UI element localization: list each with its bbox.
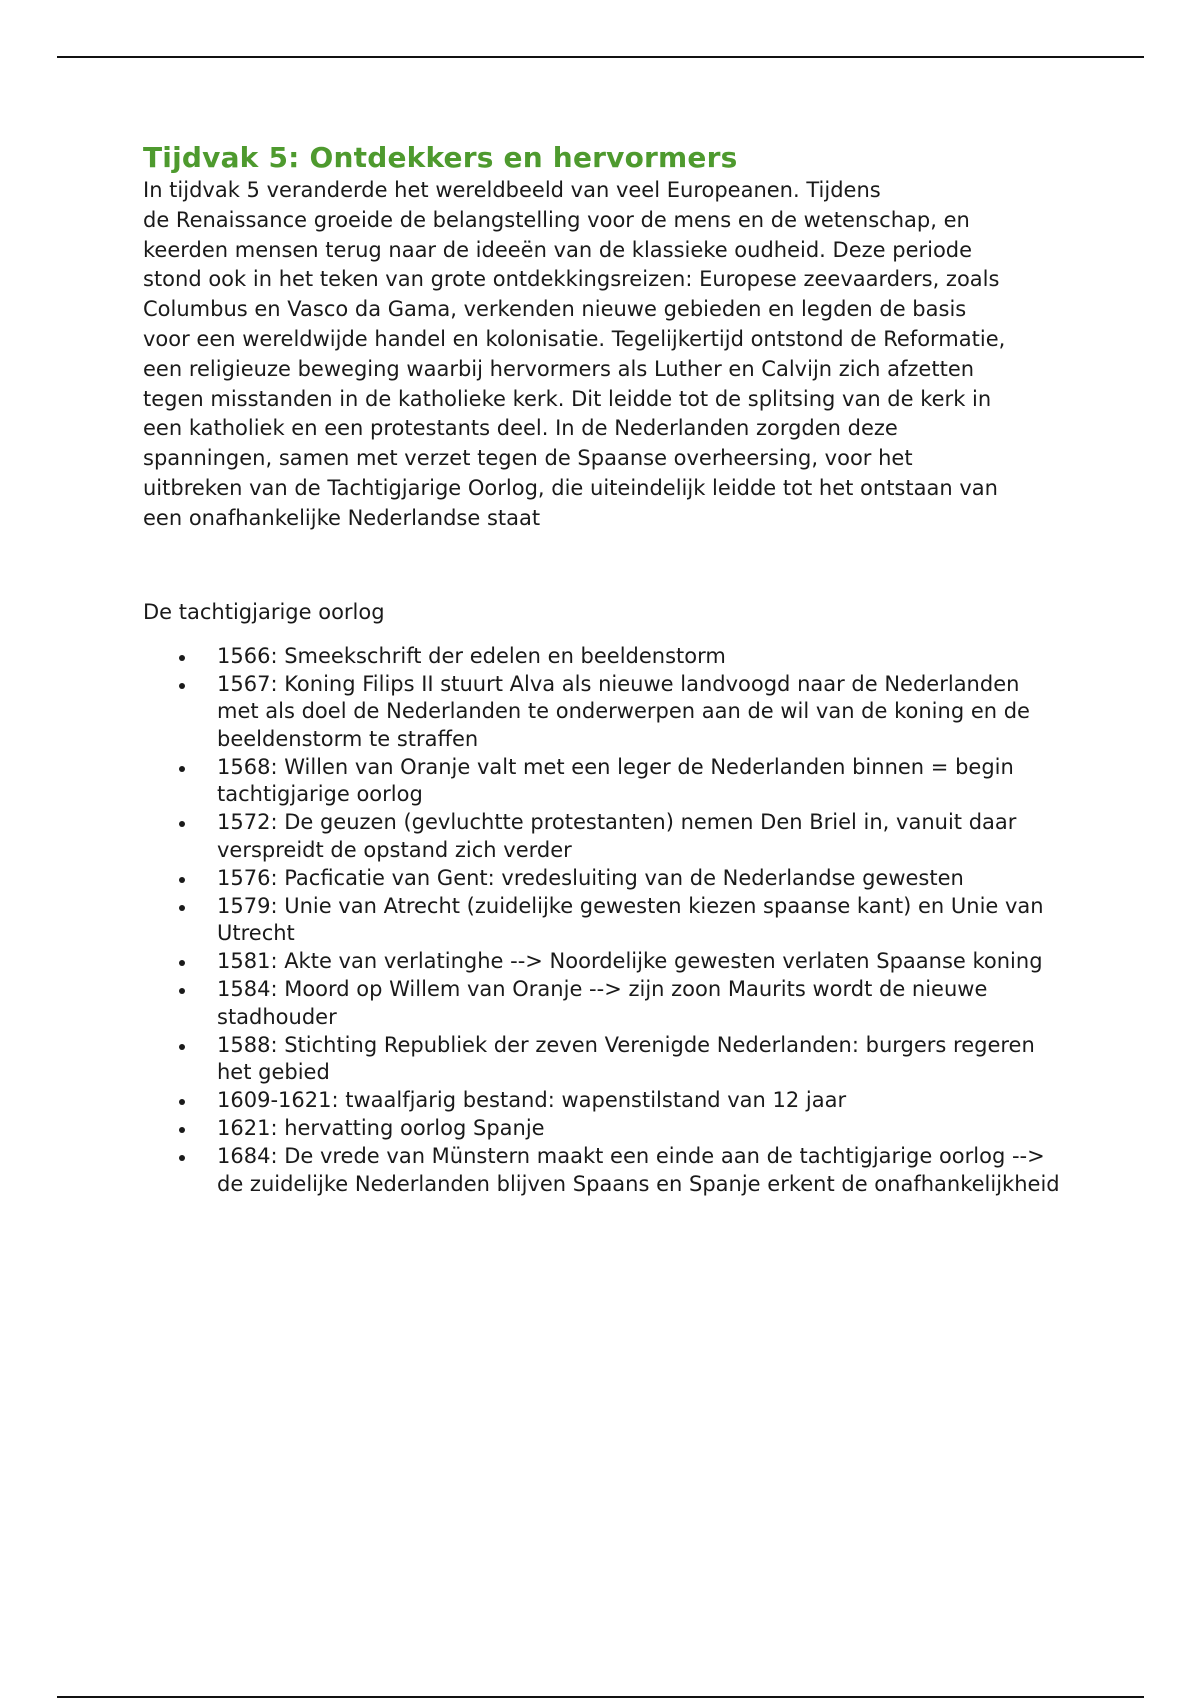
bullet-icon [179,1127,185,1133]
bottom-rule [57,1696,1144,1698]
timeline-item-text: 1581: Akte van verlatinghe --> Noordelijke gewesten verlaten Spaanse koning [217,949,1043,974]
timeline-item [143,1143,1063,1198]
bullet-icon [179,1044,185,1050]
bullet-icon [179,766,185,772]
timeline-item-text: 1621: hervatting oorlog Spanje [217,1116,545,1141]
intro-paragraph: In tijdvak 5 veranderde het wereldbeeld van veel Europeanen. Tijdens de Renaissance groeide de belangstelling voor de mens en de wetenschap, en keerden mensen terug naar de ideeën van de klassieke oudheid. Deze periode stond ook in het teken van grote ontdekkingsreizen: Europese zeevaarders, zoals Columbus en Vasco da Gama, verkenden nieuwe gebieden en legden de basis voor een wereldwijde handel en kolonisatie. Tegelijkertijd ontstond de Reformatie, een religieuze beweging waarbij hervormers als Luther en Calvijn zich afzetten tegen misstanden in de katholieke kerk. Dit leidde tot de splitsing van de kerk in een katholiek en een protestants deel. In de Nederlanden zorgden deze spanningen, samen met verzet tegen de Spaanse overheersing, voor het uitbreken van de Tachtigjarige Oorlog, die uiteindelijk leidde tot het ontstaan van een onafhankelijke Nederlandse staat [143,178,1006,530]
bullet-icon [179,905,185,911]
timeline-list [143,643,1063,1199]
section-heading: De tachtigjarige oorlog [143,599,385,624]
timeline-item-text: 1584: Moord op Willem van Oranje --> zijn zoon Maurits wordt de nieuwe stadhouder [217,977,988,1029]
bullet-icon [179,1099,185,1105]
document-body [143,140,1063,1199]
timeline-item [143,1087,1063,1115]
bullet-icon [179,960,185,966]
timeline-item-text: 1568: Willen van Oranje valt met een leger de Nederlanden binnen = begin tachtigjarige oorlog [217,754,1014,807]
timeline-item [143,809,1063,864]
timeline-item [143,754,1063,809]
timeline-item [143,643,1063,671]
bullet-icon [179,821,185,827]
bullet-icon [179,877,185,883]
bullet-icon [179,1155,185,1161]
timeline-item [143,1115,1063,1143]
timeline-item-text: 1684: De vrede van Münstern maakt een einde aan de tachtigjarige oorlog --> de zuidelijke Nederlanden blijven Spaans en Spanje erkent de onafhankelijkheid [217,1144,1060,1196]
timeline-item [143,893,1063,948]
timeline-item [143,671,1063,754]
top-rule [57,56,1144,58]
timeline-item-text: 1576: Pacficatie van Gent: vredesluiting van de Nederlandse gewesten [217,865,964,890]
timeline-item-text: 1567: Koning Filips II stuurt Alva als nieuwe landvoogd naar de Nederlanden met als doel de Nederlanden te onderwerpen aan de wil van de koning en de beeldenstorm te straffen [217,671,1030,751]
timeline-item-text: 1588: Stichting Republiek der zeven Verenigde Nederlanden: burgers regeren het gebied [217,1032,1035,1085]
timeline-item-text: 1566: Smeekschrift der edelen en beeldenstorm [217,643,726,668]
timeline-item-text: 1572: De geuzen (gevluchtte protestanten) nemen Den Briel in, vanuit daar verspreidt de opstand zich verder [217,810,1017,862]
timeline-item [143,865,1063,893]
timeline-item-text: 1609-1621: twaalfjarig bestand: wapenstilstand van 12 jaar [217,1088,847,1113]
page-title: Tijdvak 5: Ontdekkers en hervormers [143,141,738,174]
timeline-item-text: 1579: Unie van Atrecht (zuidelijke gewesten kiezen spaanse kant) en Unie van Utrecht [217,893,1044,946]
bullet-icon [179,655,185,661]
timeline-item [143,1032,1063,1087]
bullet-icon [179,683,185,689]
timeline-item [143,976,1063,1031]
timeline-item [143,948,1063,976]
bullet-icon [179,988,185,994]
